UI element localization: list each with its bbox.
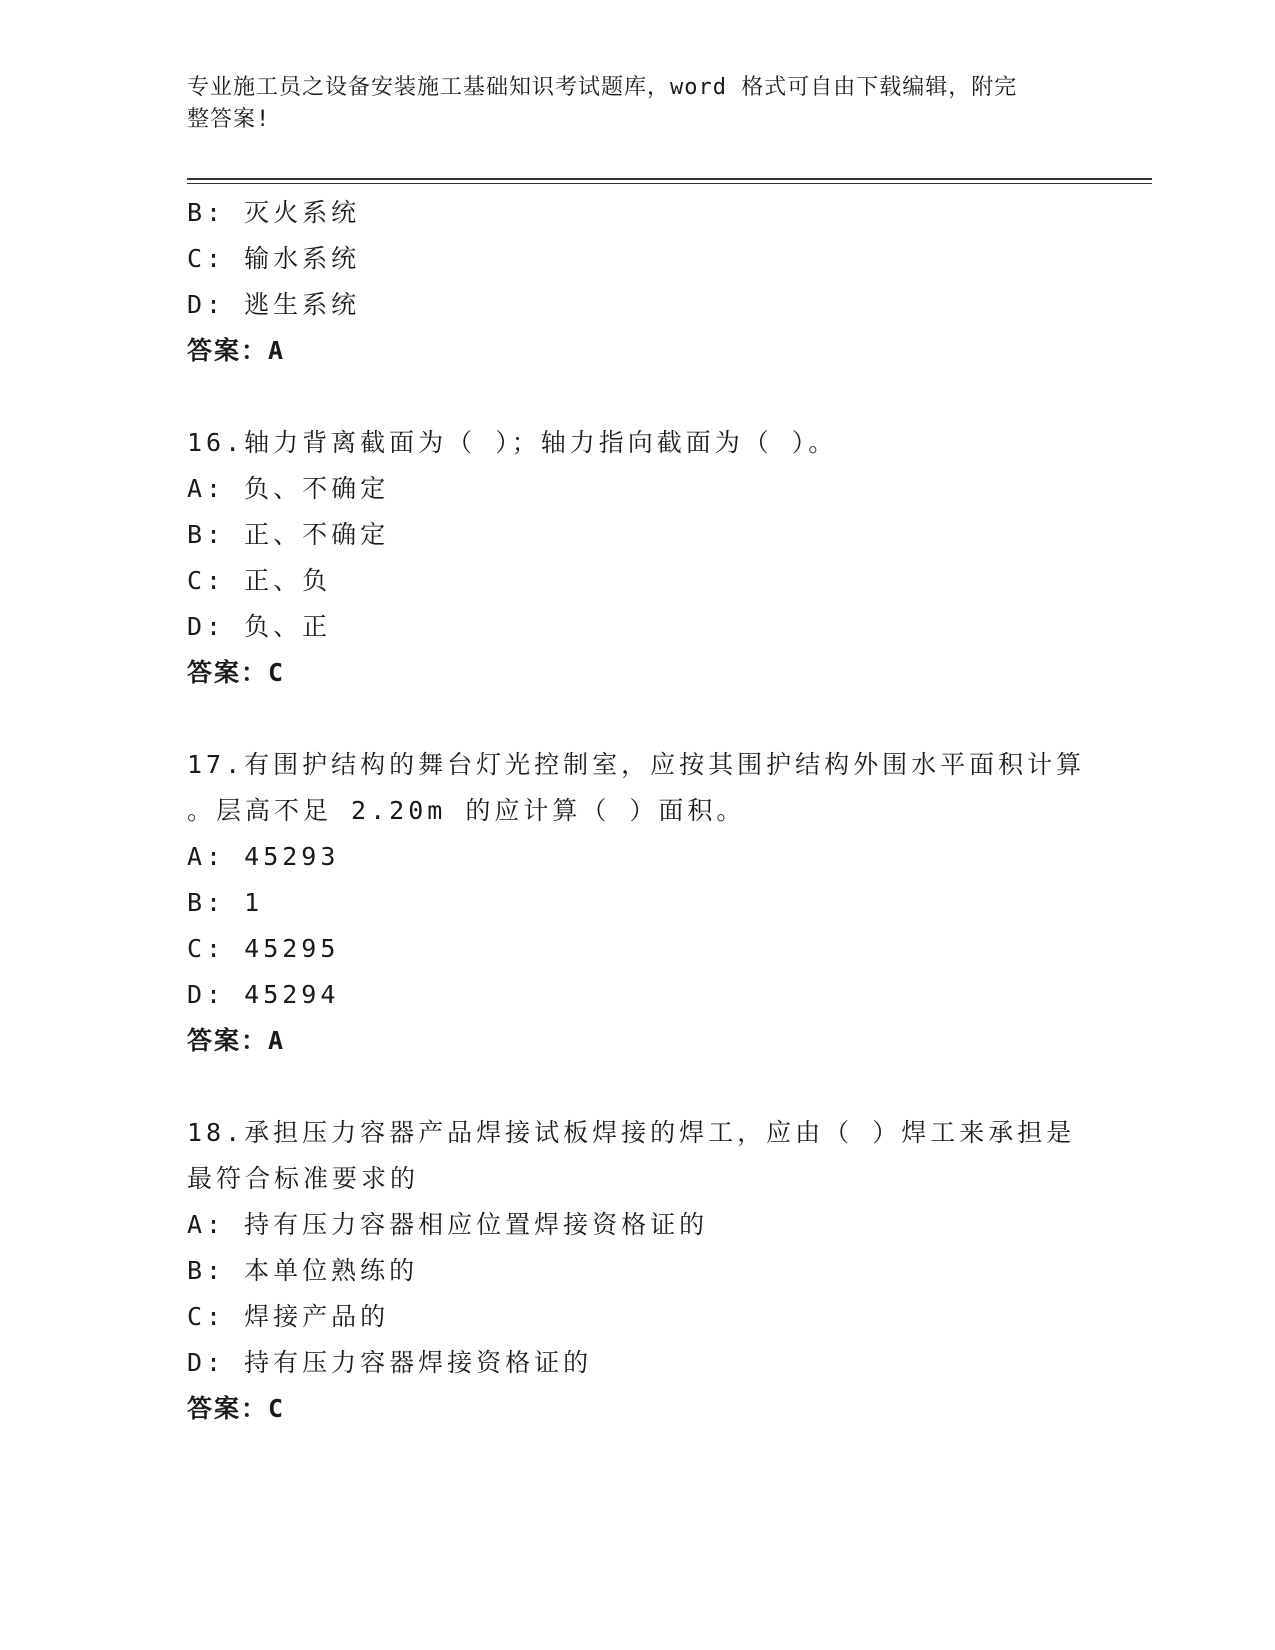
question-stem-line-1: 18.承担压力容器产品焊接试板焊接的焊工，应由（ ）焊工来承担是 [187,1118,1076,1147]
question-stem-line-2: 。层高不足 2.20m 的应计算（ ）面积。 [187,796,746,825]
option-c: C: 输水系统 [187,244,361,273]
option-c: C: 焊接产品的 [187,1302,390,1331]
answer: 答案：A [187,336,286,365]
option-b: B: 本单位熟练的 [187,1256,419,1285]
answer: 答案：A [187,1026,286,1055]
option-b: B: 灭火系统 [187,198,361,227]
option-c: C: 正、负 [187,566,332,595]
option-a: A: 45293 [187,842,340,871]
header-divider-thick [187,178,1152,180]
option-b: B: 正、不确定 [187,520,390,549]
question-16 [187,420,1087,696]
option-b: B: 1 [187,888,264,917]
question-17 [187,742,1087,1064]
option-d: D: 负、正 [187,612,332,641]
question-stem-line-1: 17.有围护结构的舞台灯光控制室，应按其围护结构外围水平面积计算 [187,750,1086,779]
answer: 答案：C [187,1394,286,1423]
question-15-tail [187,190,1087,374]
document-header [187,72,1067,136]
header-line-2: 整答案! [187,107,271,132]
question-18 [187,1110,1087,1432]
option-d: D: 持有压力容器焊接资格证的 [187,1348,593,1377]
option-c: C: 45295 [187,934,340,963]
header-divider-thin [187,183,1152,184]
question-stem: 16.轴力背离截面为（ ）；轴力指向截面为（ ）。 [187,428,838,457]
question-stem-line-2: 最符合标准要求的 [187,1164,420,1193]
option-a: A: 负、不确定 [187,474,390,503]
answer: 答案：C [187,658,286,687]
option-a: A: 持有压力容器相应位置焊接资格证的 [187,1210,709,1239]
option-d: D: 逃生系统 [187,290,361,319]
option-d: D: 45294 [187,980,340,1009]
question-list [187,190,1087,1432]
header-line-1: 专业施工员之设备安装施工基础知识考试题库，word 格式可自由下载编辑，附完 [187,75,1018,100]
